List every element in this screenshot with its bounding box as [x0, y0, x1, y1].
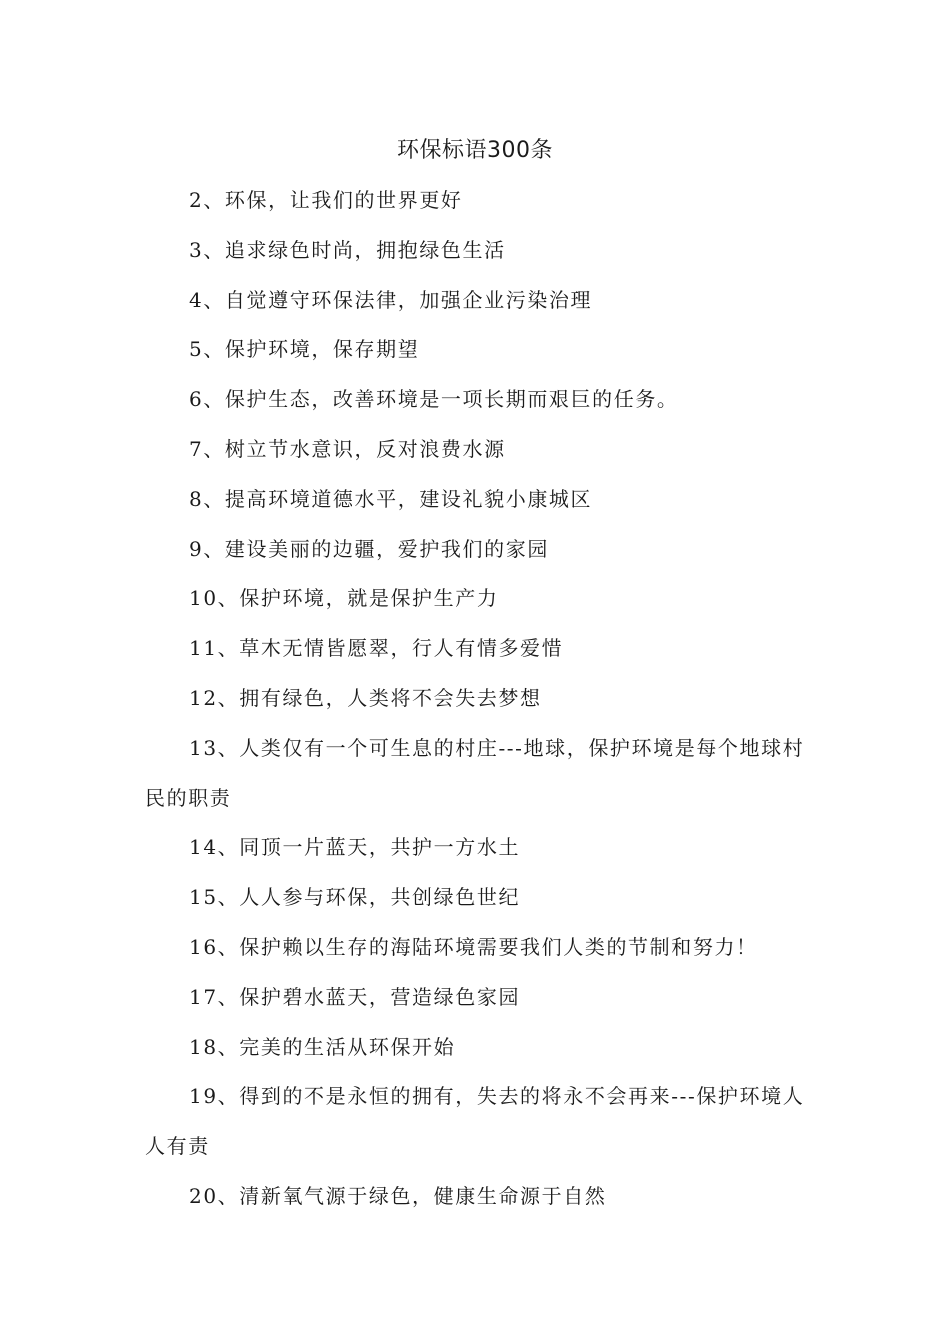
- slogan-item: 19、得到的不是永恒的拥有，失去的将永不会再来---保护环境人人有责: [145, 1084, 805, 1159]
- slogan-item: 12、拥有绿色，人类将不会失去梦想: [189, 685, 542, 710]
- slogan-item: 2、环保，让我们的世界更好: [189, 188, 463, 212]
- slogan-item: 18、完美的生活从环保开始: [189, 1034, 456, 1059]
- slogan-list: [145, 176, 810, 1222]
- slogan-item: 15、人人参与环保，共创绿色世纪: [189, 885, 521, 910]
- slogan-item: 6、保护生态，改善环境是一项长期而艰巨的任务。: [189, 387, 679, 412]
- slogan-item: 10、保护环境，就是保护生产力: [189, 586, 499, 611]
- slogan-item: 5、保护环境，保存期望: [189, 337, 420, 362]
- slogan-item: 7、树立节水意识，反对浪费水源: [189, 436, 506, 461]
- slogan-item: 20、清新氧气源于绿色，健康生命源于自然: [189, 1183, 607, 1208]
- slogan-item: 4、自觉遵守环保法律，加强企业污染治理: [189, 287, 593, 312]
- document-title: 环保标语300条: [397, 138, 553, 163]
- slogan-item: 14、同顶一片蓝天，共护一方水土: [189, 835, 521, 860]
- slogan-item: 13、人类仅有一个可生息的村庄---地球，保护环境是每个地球村民的职责: [145, 735, 805, 810]
- slogan-item: 11、草木无情皆愿翠，行人有情多爱惜: [189, 636, 564, 661]
- slogan-item: 3、追求绿色时尚，拥抱绿色生活: [189, 237, 506, 262]
- slogan-item: 16、保护赖以生存的海陆环境需要我们人类的节制和努力！: [189, 934, 758, 959]
- slogan-item: 9、建设美丽的边疆，爱护我们的家园: [189, 536, 549, 561]
- slogan-item: 17、保护碧水蓝天，营造绿色家园: [189, 984, 521, 1009]
- slogan-item: 8、提高环境道德水平，建设礼貌小康城区: [189, 486, 593, 511]
